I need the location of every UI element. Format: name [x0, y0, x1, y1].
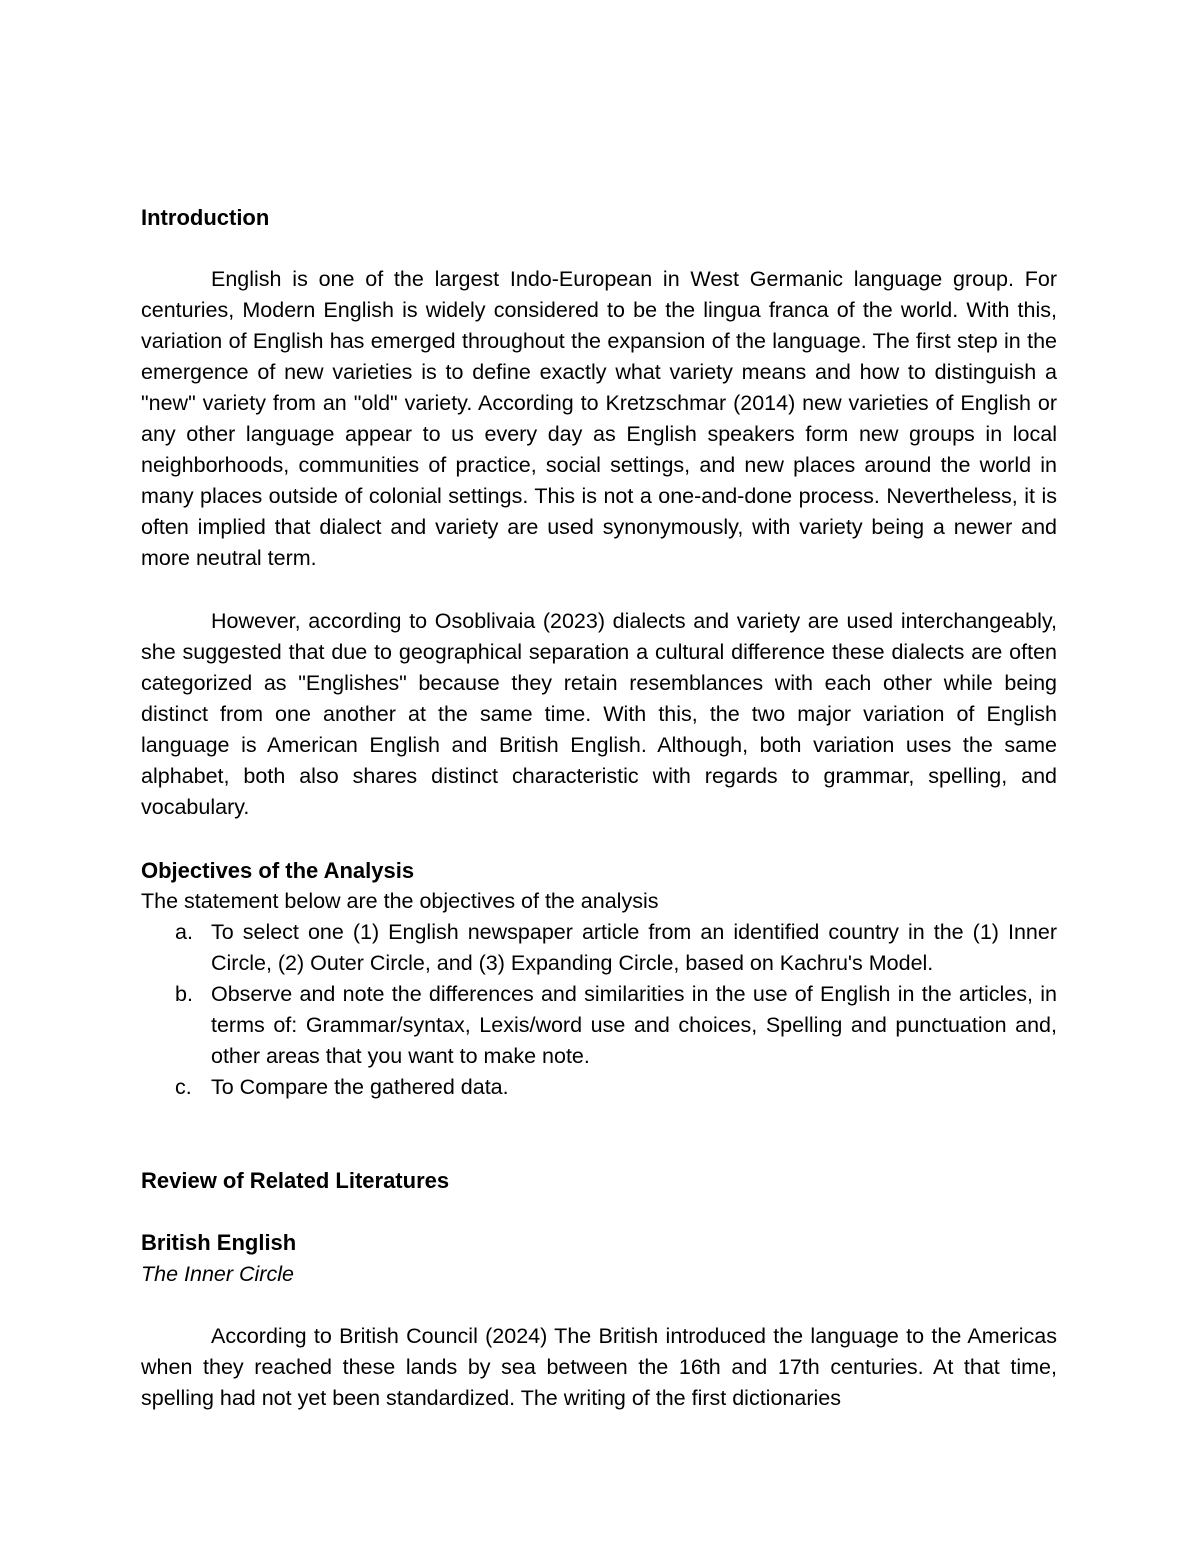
list-item-text: Observe and note the differences and similarities in the use of English in the articles, in terms of: Grammar/syntax, Lexis/word use and choices, Spelling and punctuation and, other areas that you want to make note.: [211, 982, 1057, 1068]
inner-circle-subheading: The Inner Circle: [141, 1262, 294, 1286]
list-item-text: To Compare the gathered data.: [211, 1075, 509, 1099]
review-heading: Review of Related Literatures: [141, 1168, 450, 1193]
list-item: [141, 979, 1057, 1072]
british-english-paragraph: According to British Council (2024) The British introduced the language to the Americas when they reached these lands by sea between the 16th and 17th centuries. At that time, spelling had not yet been standardized. The writing of the first dictionaries: [141, 1324, 1057, 1410]
list-item: [141, 917, 1057, 979]
list-marker: c.: [175, 1075, 192, 1099]
british-english-heading: British English: [141, 1230, 297, 1255]
objectives-heading: Objectives of the Analysis: [141, 858, 415, 883]
introduction-heading: Introduction: [141, 205, 270, 230]
objectives-list: [141, 917, 1057, 1103]
introduction-paragraph-1: English is one of the largest Indo-European in West Germanic language group. For centuries, Modern English is widely considered to be the lingua franca of the world. With this, variation of English has emerged throughout the expansion of the language. The first step in the emergence of new varieties is to define exactly what variety means and how to distinguish a "new" variety from an "old" variety. According to Kretzschmar (2014) new varieties of English or any other language appear to us every day as English speakers form new groups in local neighborhoods, communities of practice, social settings, and new places around the world in many places outside of colonial settings. This is not a one-and-done process. Nevertheless, it is often implied that dialect and variety are used synonymously, with variety being a newer and more neutral term.: [141, 267, 1057, 570]
list-marker: b.: [175, 982, 193, 1006]
list-item: [141, 1072, 1057, 1103]
list-marker: a.: [175, 920, 193, 944]
objectives-intro: The statement below are the objectives of the analysis: [141, 889, 659, 913]
list-item-text: To select one (1) English newspaper article from an identified country in the (1) Inner Circle, (2) Outer Circle, and (3) Expanding Circle, based on Kachru's Model.: [211, 920, 1057, 975]
introduction-paragraph-2: However, according to Osoblivaia (2023) dialects and variety are used interchangeably, she suggested that due to geographical separation a cultural difference these dialects are often categorized as "Englishes" because they retain resemblances with each other while being distinct from one another at the same time. With this, the two major variation of English language is American English and British English. Although, both variation uses the same alphabet, both also shares distinct characteristic with regards to grammar, spelling, and vocabulary.: [141, 609, 1057, 819]
